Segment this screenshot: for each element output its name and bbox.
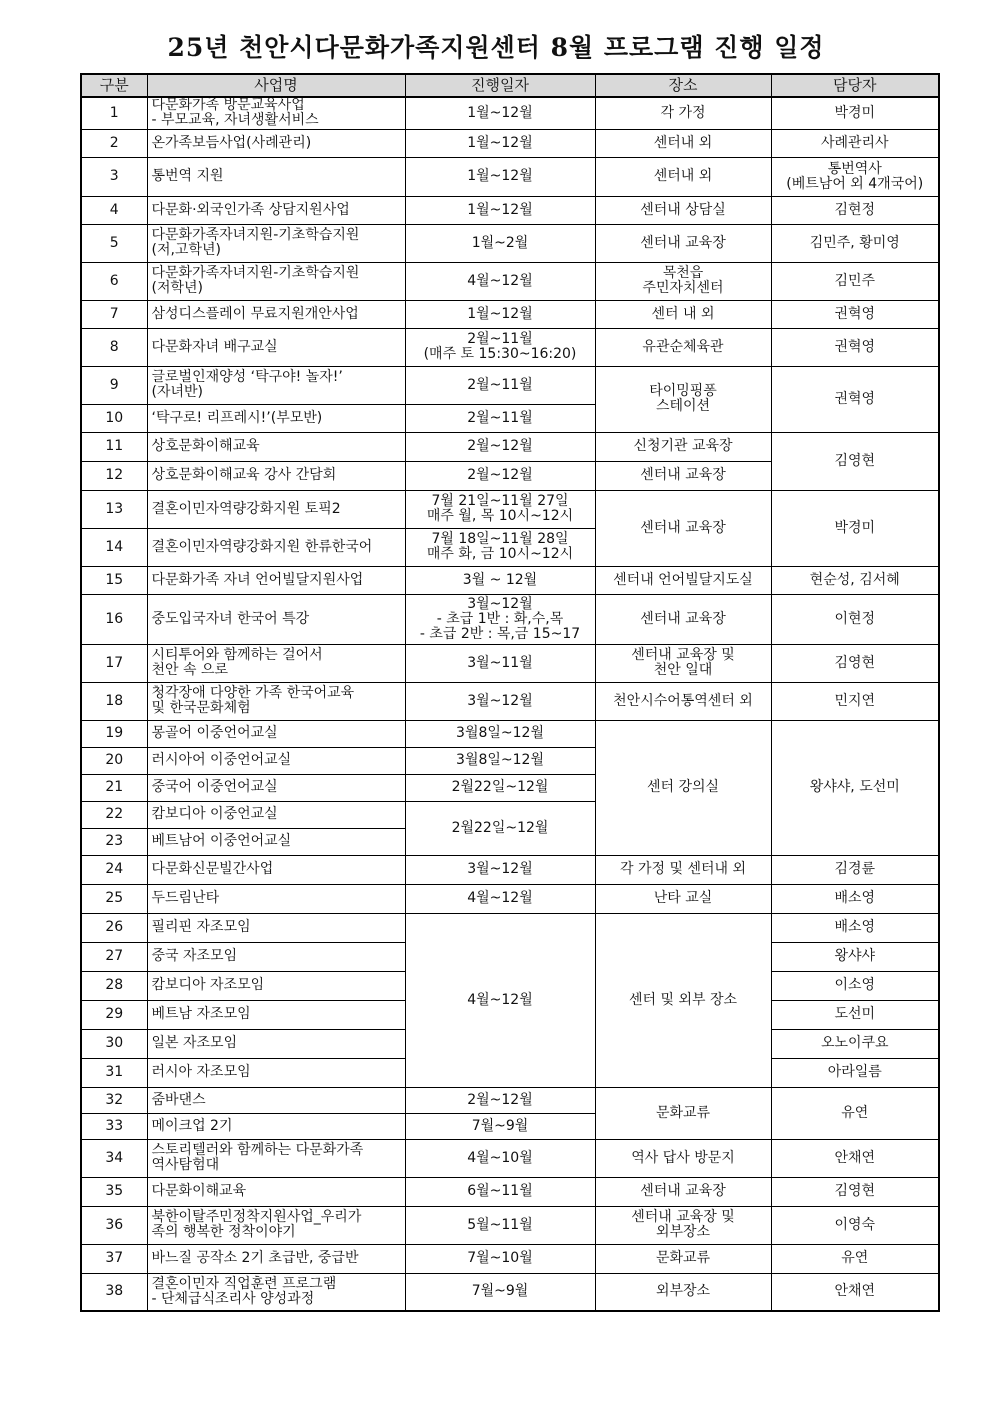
table-row — [81, 129, 939, 157]
program-place: 각 가정 — [595, 97, 771, 129]
table-row — [81, 1273, 939, 1311]
program-name: 청각장애 다양한 가족 한국어교육 및 한국문화체험 — [147, 682, 405, 720]
program-name: 메이크업 2기 — [147, 1113, 405, 1139]
row-no: 5 — [81, 224, 147, 262]
program-date: 5월~11월 — [405, 1206, 595, 1244]
program-name: 삼성디스플레이 무료지원개안사업 — [147, 300, 405, 328]
program-place: 센터 및 외부 장소 — [595, 913, 771, 1087]
row-no: 1 — [81, 97, 147, 129]
program-date: 4월~12월 — [405, 262, 595, 300]
program-manager: 안채연 — [771, 1273, 939, 1311]
program-manager: 김민주 — [771, 262, 939, 300]
program-place: 센터내 언어빌달지도실 — [595, 566, 771, 594]
program-name: 상호문화이해교육 — [147, 432, 405, 461]
program-manager: 권혁영 — [771, 366, 939, 432]
row-no: 24 — [81, 855, 147, 884]
table-row — [81, 1206, 939, 1244]
program-manager: 오노이쿠요 — [771, 1029, 939, 1058]
program-manager: 권혁영 — [771, 328, 939, 366]
table-row — [81, 366, 939, 404]
program-name: 북한이탈주민정착지원사업_우리가 족의 행복한 정착이야기 — [147, 1206, 405, 1244]
table-row — [81, 594, 939, 644]
program-date: 7월 21일~11월 27일 매주 월, 목 10시~12시 — [405, 490, 595, 528]
table-row — [81, 1139, 939, 1177]
program-place: 센터내 교육장 — [595, 224, 771, 262]
row-no: 11 — [81, 432, 147, 461]
program-date: 1월~12월 — [405, 157, 595, 196]
table-row — [81, 262, 939, 300]
program-date: 3월~11월 — [405, 644, 595, 682]
program-name: 결혼이민자역량강화지원 한류한국어 — [147, 528, 405, 566]
row-no: 2 — [81, 129, 147, 157]
header-program: 사업명 — [147, 74, 405, 97]
program-place: 센터내 교육장 및 천안 일대 — [595, 644, 771, 682]
program-name: 중도입국자녀 한국어 특강 — [147, 594, 405, 644]
program-name: 캄보디아 이중언교실 — [147, 801, 405, 828]
program-date: 3월8일~12월 — [405, 747, 595, 774]
program-manager: 현순성, 김서혜 — [771, 566, 939, 594]
page-title: 25년 천안시다문화가족지원센터 8월 프로그램 진행 일정 — [167, 33, 825, 62]
program-manager: 아라일름 — [771, 1058, 939, 1087]
program-date: 3월~12월 - 초급 1반 : 화,수,목 - 초급 2반 : 목,금 15~17 — [405, 594, 595, 644]
row-no: 19 — [81, 720, 147, 747]
row-no: 29 — [81, 1000, 147, 1029]
table-row — [81, 720, 939, 747]
program-name: 줌바댄스 — [147, 1087, 405, 1113]
program-date: 3월~12월 — [405, 682, 595, 720]
program-date: 6월~11월 — [405, 1177, 595, 1206]
program-place: 각 가정 및 센터내 외 — [595, 855, 771, 884]
row-no: 22 — [81, 801, 147, 828]
header-row — [81, 74, 939, 97]
table-row — [81, 682, 939, 720]
table-row — [81, 157, 939, 196]
table-row — [81, 97, 939, 129]
table-row — [81, 566, 939, 594]
program-manager: 이영숙 — [771, 1206, 939, 1244]
program-date: 2월~11월 — [405, 366, 595, 404]
program-date: 3월8일~12월 — [405, 720, 595, 747]
program-manager: 통번역사 (베트남어 외 4개국어) — [771, 157, 939, 196]
program-name: 상호문화이해교육 강사 간담회 — [147, 461, 405, 490]
program-manager: 이현정 — [771, 594, 939, 644]
program-name: 중국 자조모임 — [147, 942, 405, 971]
program-date: 1월~12월 — [405, 129, 595, 157]
row-no: 14 — [81, 528, 147, 566]
program-name: 중국어 이중언어교실 — [147, 774, 405, 801]
row-no: 34 — [81, 1139, 147, 1177]
program-name: 두드림난타 — [147, 884, 405, 913]
program-date: 3월 ~ 12월 — [405, 566, 595, 594]
program-date: 1월~12월 — [405, 97, 595, 129]
program-place: 센터내 교육장 — [595, 1177, 771, 1206]
program-manager: 유연 — [771, 1087, 939, 1139]
program-name: 다문화가족 방문교육사업 - 부모교육, 자녀생활서비스 — [147, 97, 405, 129]
program-name: 결혼이민자 직업훈련 프로그램 - 단체급식조리사 양성과정 — [147, 1273, 405, 1311]
row-no: 15 — [81, 566, 147, 594]
row-no: 10 — [81, 404, 147, 432]
program-place: 역사 답사 방문지 — [595, 1139, 771, 1177]
program-date: 2월~12월 — [405, 432, 595, 461]
program-date: 7월~9월 — [405, 1273, 595, 1311]
program-manager: 김현정 — [771, 196, 939, 224]
program-manager: 권혁영 — [771, 300, 939, 328]
schedule-table — [80, 73, 940, 1312]
header-manager: 담당자 — [771, 74, 939, 97]
program-date: 4월~12월 — [405, 913, 595, 1087]
program-manager: 김경륜 — [771, 855, 939, 884]
program-manager: 왕샤샤, 도선미 — [771, 720, 939, 855]
program-manager: 사례관리사 — [771, 129, 939, 157]
table-row — [81, 855, 939, 884]
row-no: 9 — [81, 366, 147, 404]
program-manager: 유연 — [771, 1244, 939, 1273]
program-date: 2월22일~12월 — [405, 801, 595, 855]
program-name: 다문화가족자녀지원-기초학습지원 (저,고학년) — [147, 224, 405, 262]
row-no: 3 — [81, 157, 147, 196]
row-no: 17 — [81, 644, 147, 682]
program-manager: 배소영 — [771, 884, 939, 913]
program-name: 다문화자녀 배구교실 — [147, 328, 405, 366]
program-name: ‘탁구로! 리프레시!’(부모반) — [147, 404, 405, 432]
row-no: 7 — [81, 300, 147, 328]
table-row — [81, 328, 939, 366]
program-manager: 배소영 — [771, 913, 939, 942]
program-place: 천안시수어통역센터 외 — [595, 682, 771, 720]
program-date: 7월~10월 — [405, 1244, 595, 1273]
program-name: 시티투어와 함께하는 걸어서 천안 속 으로 — [147, 644, 405, 682]
header-date: 진행일자 — [405, 74, 595, 97]
row-no: 31 — [81, 1058, 147, 1087]
program-manager: 이소영 — [771, 971, 939, 1000]
row-no: 28 — [81, 971, 147, 1000]
program-place: 센터 내 외 — [595, 300, 771, 328]
program-place: 센터내 상담실 — [595, 196, 771, 224]
program-name: 다문화가족자녀지원-기초학습지원 (저학년) — [147, 262, 405, 300]
table-row — [81, 224, 939, 262]
program-date: 1월~2월 — [405, 224, 595, 262]
program-place: 목천읍 주민자치센터 — [595, 262, 771, 300]
program-name: 베트남어 이중언어교실 — [147, 828, 405, 855]
table-row — [81, 644, 939, 682]
row-no: 26 — [81, 913, 147, 942]
program-place: 센터내 교육장 — [595, 461, 771, 490]
program-manager: 왕샤샤 — [771, 942, 939, 971]
header-place: 장소 — [595, 74, 771, 97]
program-name: 스토리텔러와 함께하는 다문화가족 역사탐험대 — [147, 1139, 405, 1177]
program-name: 러시아어 이중언어교실 — [147, 747, 405, 774]
row-no: 21 — [81, 774, 147, 801]
table-row — [81, 490, 939, 528]
program-name: 다문화·외국인가족 상담지원사업 — [147, 196, 405, 224]
row-no: 25 — [81, 884, 147, 913]
program-date: 4월~10월 — [405, 1139, 595, 1177]
program-place: 문화교류 — [595, 1244, 771, 1273]
table-row — [81, 884, 939, 913]
table-row — [81, 1177, 939, 1206]
program-name: 온가족보듬사업(사례관리) — [147, 129, 405, 157]
table-row — [81, 300, 939, 328]
program-name: 러시아 자조모임 — [147, 1058, 405, 1087]
program-place: 센터내 교육장 — [595, 594, 771, 644]
program-date: 7월 18일~11월 28일 매주 화, 금 10시~12시 — [405, 528, 595, 566]
row-no: 35 — [81, 1177, 147, 1206]
program-name: 다문화신문빌간사업 — [147, 855, 405, 884]
program-place: 센터내 교육장 — [595, 490, 771, 566]
program-manager: 도선미 — [771, 1000, 939, 1029]
program-place: 문화교류 — [595, 1087, 771, 1139]
table-row — [81, 432, 939, 461]
table-row — [81, 1087, 939, 1113]
program-manager: 김영현 — [771, 644, 939, 682]
program-date: 1월~12월 — [405, 196, 595, 224]
program-manager: 김영현 — [771, 432, 939, 490]
row-no: 38 — [81, 1273, 147, 1311]
table-row — [81, 1244, 939, 1273]
row-no: 18 — [81, 682, 147, 720]
row-no: 30 — [81, 1029, 147, 1058]
row-no: 32 — [81, 1087, 147, 1113]
row-no: 16 — [81, 594, 147, 644]
program-name: 베트남 자조모임 — [147, 1000, 405, 1029]
program-name: 필리핀 자조모임 — [147, 913, 405, 942]
header-no: 구분 — [81, 74, 147, 97]
program-place: 센터내 외 — [595, 129, 771, 157]
program-place: 난타 교실 — [595, 884, 771, 913]
program-name: 글로벌인재양성 ‘탁구야! 놀자!’ (자녀반) — [147, 366, 405, 404]
program-manager: 김영현 — [771, 1177, 939, 1206]
program-name: 통번역 지원 — [147, 157, 405, 196]
program-place: 센터내 외 — [595, 157, 771, 196]
program-date: 7월~9월 — [405, 1113, 595, 1139]
program-manager: 박경미 — [771, 490, 939, 566]
program-place: 타이밍핑퐁 스테이션 — [595, 366, 771, 432]
program-date: 2월22일~12월 — [405, 774, 595, 801]
program-place: 센터 강의실 — [595, 720, 771, 855]
program-name: 캄보디아 자조모임 — [147, 971, 405, 1000]
program-place: 외부장소 — [595, 1273, 771, 1311]
program-date: 3월~12월 — [405, 855, 595, 884]
program-name: 바느질 공작소 2기 초급반, 중급반 — [147, 1244, 405, 1273]
program-date: 4월~12월 — [405, 884, 595, 913]
program-date: 2월~11월 — [405, 404, 595, 432]
row-no: 8 — [81, 328, 147, 366]
program-name: 다문화이해교육 — [147, 1177, 405, 1206]
row-no: 27 — [81, 942, 147, 971]
program-manager: 민지연 — [771, 682, 939, 720]
program-date: 2월~12월 — [405, 1087, 595, 1113]
row-no: 33 — [81, 1113, 147, 1139]
program-name: 다문화가족 자녀 언어빌달지원사업 — [147, 566, 405, 594]
program-manager: 김민주, 황미영 — [771, 224, 939, 262]
table-row — [81, 913, 939, 942]
program-date: 2월~12월 — [405, 461, 595, 490]
row-no: 23 — [81, 828, 147, 855]
program-manager: 안채연 — [771, 1139, 939, 1177]
table-row — [81, 196, 939, 224]
row-no: 20 — [81, 747, 147, 774]
program-name: 일본 자조모임 — [147, 1029, 405, 1058]
row-no: 4 — [81, 196, 147, 224]
program-manager: 박경미 — [771, 97, 939, 129]
row-no: 13 — [81, 490, 147, 528]
program-place: 신청기관 교육장 — [595, 432, 771, 461]
program-place: 센터내 교육장 및 외부장소 — [595, 1206, 771, 1244]
program-date: 2월~11월 (매주 토 15:30~16:20) — [405, 328, 595, 366]
row-no: 37 — [81, 1244, 147, 1273]
row-no: 36 — [81, 1206, 147, 1244]
program-place: 유관순체육관 — [595, 328, 771, 366]
program-date: 1월~12월 — [405, 300, 595, 328]
program-name: 몽골어 이중언어교실 — [147, 720, 405, 747]
row-no: 6 — [81, 262, 147, 300]
program-name: 결혼이민자역량강화지원 토픽2 — [147, 490, 405, 528]
row-no: 12 — [81, 461, 147, 490]
